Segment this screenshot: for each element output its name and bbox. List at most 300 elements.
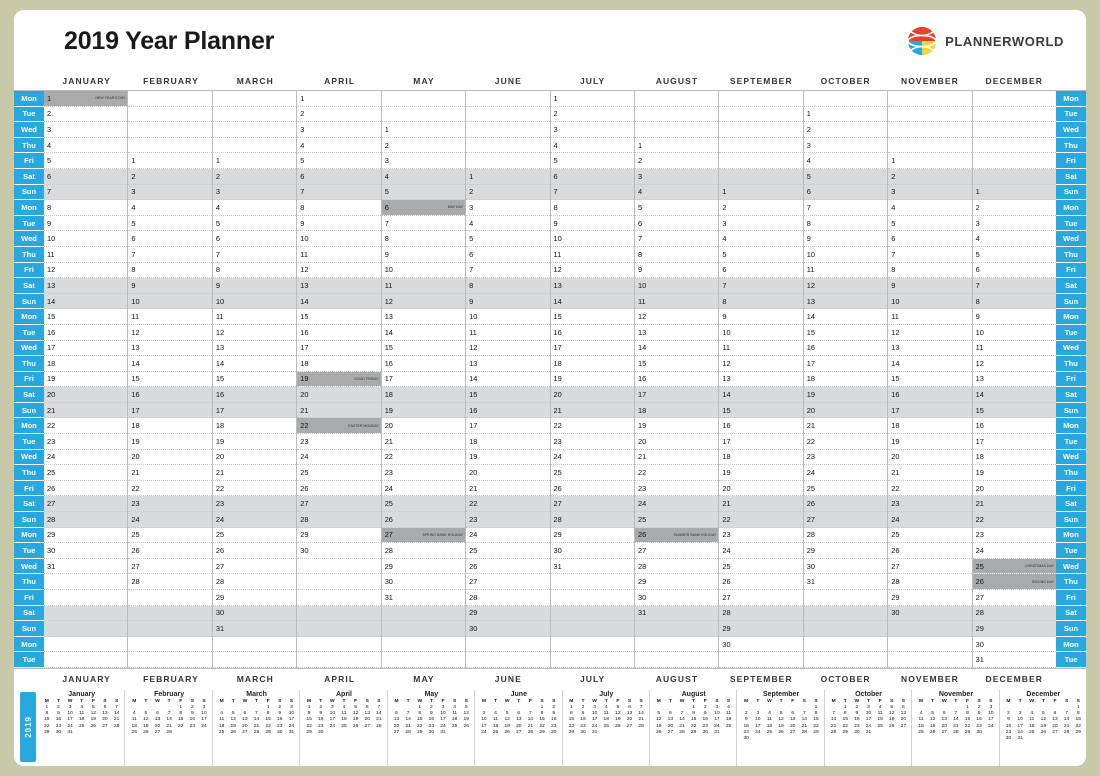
- day-cell[interactable]: [804, 122, 887, 138]
- day-cell[interactable]: [719, 372, 802, 388]
- day-cell[interactable]: [973, 294, 1056, 310]
- day-cell[interactable]: [973, 200, 1056, 216]
- day-cell[interactable]: [128, 512, 211, 528]
- day-cell[interactable]: [44, 185, 127, 201]
- day-cell[interactable]: [466, 372, 549, 388]
- day-cell[interactable]: [888, 169, 971, 185]
- day-cell[interactable]: [44, 325, 127, 341]
- day-cell[interactable]: [297, 465, 380, 481]
- day-cell[interactable]: [719, 450, 802, 466]
- day-cell[interactable]: [213, 496, 296, 512]
- day-cell[interactable]: [973, 434, 1056, 450]
- day-cell[interactable]: [888, 543, 971, 559]
- day-cell[interactable]: [635, 481, 718, 497]
- day-cell[interactable]: [44, 216, 127, 232]
- day-cell[interactable]: [466, 606, 549, 622]
- day-cell[interactable]: [382, 153, 465, 169]
- day-cell[interactable]: [213, 465, 296, 481]
- day-cell[interactable]: [128, 387, 211, 403]
- day-cell[interactable]: [804, 309, 887, 325]
- day-cell[interactable]: [128, 434, 211, 450]
- day-cell[interactable]: [973, 372, 1056, 388]
- day-cell[interactable]: [382, 574, 465, 590]
- day-cell[interactable]: [973, 231, 1056, 247]
- day-cell[interactable]: [382, 278, 465, 294]
- day-cell[interactable]: [382, 387, 465, 403]
- day-cell[interactable]: [551, 418, 634, 434]
- day-cell[interactable]: [128, 465, 211, 481]
- day-cell[interactable]: [635, 185, 718, 201]
- day-cell[interactable]: [44, 356, 127, 372]
- day-cell[interactable]: [128, 294, 211, 310]
- day-cell[interactable]: [382, 231, 465, 247]
- day-cell[interactable]: [635, 512, 718, 528]
- day-cell[interactable]: [973, 496, 1056, 512]
- day-cell[interactable]: [44, 263, 127, 279]
- day-cell[interactable]: [213, 278, 296, 294]
- day-cell[interactable]: [44, 465, 127, 481]
- day-cell[interactable]: [297, 372, 380, 388]
- day-cell[interactable]: [973, 543, 1056, 559]
- day-cell[interactable]: [213, 294, 296, 310]
- day-cell[interactable]: [213, 200, 296, 216]
- day-cell[interactable]: [635, 528, 718, 544]
- day-cell[interactable]: [44, 403, 127, 419]
- day-cell[interactable]: [466, 185, 549, 201]
- day-cell[interactable]: [551, 309, 634, 325]
- day-cell[interactable]: [551, 231, 634, 247]
- day-cell[interactable]: [551, 169, 634, 185]
- day-cell[interactable]: [973, 559, 1056, 575]
- day-cell[interactable]: [466, 325, 549, 341]
- day-cell[interactable]: [44, 372, 127, 388]
- day-cell[interactable]: [44, 200, 127, 216]
- day-cell[interactable]: [888, 465, 971, 481]
- day-cell[interactable]: [551, 216, 634, 232]
- day-cell[interactable]: [888, 341, 971, 357]
- day-cell[interactable]: [804, 216, 887, 232]
- day-cell[interactable]: [466, 169, 549, 185]
- day-cell[interactable]: [128, 263, 211, 279]
- day-cell[interactable]: [635, 231, 718, 247]
- day-cell[interactable]: [382, 450, 465, 466]
- day-cell[interactable]: [297, 107, 380, 123]
- day-cell[interactable]: [44, 543, 127, 559]
- day-cell[interactable]: [382, 169, 465, 185]
- day-cell[interactable]: [213, 263, 296, 279]
- day-cell[interactable]: [635, 403, 718, 419]
- day-cell[interactable]: [804, 434, 887, 450]
- day-cell[interactable]: [297, 543, 380, 559]
- day-cell[interactable]: [804, 450, 887, 466]
- day-cell[interactable]: [888, 528, 971, 544]
- day-cell[interactable]: [44, 434, 127, 450]
- day-cell[interactable]: [719, 528, 802, 544]
- day-cell[interactable]: [551, 153, 634, 169]
- day-cell[interactable]: [635, 496, 718, 512]
- day-cell[interactable]: [973, 590, 1056, 606]
- day-cell[interactable]: [466, 574, 549, 590]
- day-cell[interactable]: [804, 418, 887, 434]
- day-cell[interactable]: [213, 169, 296, 185]
- day-cell[interactable]: [973, 278, 1056, 294]
- day-cell[interactable]: [466, 543, 549, 559]
- day-cell[interactable]: [635, 263, 718, 279]
- day-cell[interactable]: [804, 559, 887, 575]
- day-cell[interactable]: [635, 559, 718, 575]
- day-cell[interactable]: [213, 606, 296, 622]
- day-cell[interactable]: [44, 278, 127, 294]
- day-cell[interactable]: [719, 496, 802, 512]
- day-cell[interactable]: [551, 185, 634, 201]
- day-cell[interactable]: [297, 263, 380, 279]
- day-cell[interactable]: [804, 325, 887, 341]
- day-cell[interactable]: [719, 465, 802, 481]
- day-cell[interactable]: [973, 418, 1056, 434]
- day-cell[interactable]: [128, 481, 211, 497]
- day-cell[interactable]: [635, 574, 718, 590]
- day-cell[interactable]: [551, 434, 634, 450]
- day-cell[interactable]: [719, 263, 802, 279]
- day-cell[interactable]: [466, 231, 549, 247]
- day-cell[interactable]: [551, 91, 634, 107]
- day-cell[interactable]: [213, 590, 296, 606]
- day-cell[interactable]: [635, 138, 718, 154]
- day-cell[interactable]: [888, 372, 971, 388]
- day-cell[interactable]: [297, 216, 380, 232]
- day-cell[interactable]: [635, 387, 718, 403]
- day-cell[interactable]: [466, 294, 549, 310]
- day-cell[interactable]: [719, 418, 802, 434]
- day-cell[interactable]: [382, 247, 465, 263]
- day-cell[interactable]: [297, 403, 380, 419]
- day-cell[interactable]: [804, 387, 887, 403]
- day-cell[interactable]: [635, 169, 718, 185]
- day-cell[interactable]: [804, 574, 887, 590]
- day-cell[interactable]: [466, 356, 549, 372]
- day-cell[interactable]: [973, 637, 1056, 653]
- day-cell[interactable]: [44, 387, 127, 403]
- day-cell[interactable]: [888, 481, 971, 497]
- day-cell[interactable]: [297, 309, 380, 325]
- day-cell[interactable]: [213, 216, 296, 232]
- day-cell[interactable]: [382, 465, 465, 481]
- day-cell[interactable]: [888, 216, 971, 232]
- day-cell[interactable]: [551, 559, 634, 575]
- day-cell[interactable]: [635, 294, 718, 310]
- day-cell[interactable]: [128, 559, 211, 575]
- day-cell[interactable]: [466, 590, 549, 606]
- day-cell[interactable]: [382, 122, 465, 138]
- day-cell[interactable]: [551, 528, 634, 544]
- day-cell[interactable]: [382, 418, 465, 434]
- day-cell[interactable]: [297, 434, 380, 450]
- day-cell[interactable]: [804, 341, 887, 357]
- day-cell[interactable]: [719, 231, 802, 247]
- day-cell[interactable]: [382, 372, 465, 388]
- day-cell[interactable]: [44, 496, 127, 512]
- day-cell[interactable]: [297, 231, 380, 247]
- day-cell[interactable]: [804, 169, 887, 185]
- day-cell[interactable]: [804, 107, 887, 123]
- day-cell[interactable]: [297, 496, 380, 512]
- day-cell[interactable]: [973, 263, 1056, 279]
- day-cell[interactable]: [551, 543, 634, 559]
- day-cell[interactable]: [973, 403, 1056, 419]
- day-cell[interactable]: [719, 200, 802, 216]
- day-cell[interactable]: [973, 325, 1056, 341]
- day-cell[interactable]: [888, 231, 971, 247]
- day-cell[interactable]: [888, 309, 971, 325]
- day-cell[interactable]: [297, 418, 380, 434]
- day-cell[interactable]: [804, 403, 887, 419]
- day-cell[interactable]: [719, 294, 802, 310]
- day-cell[interactable]: [888, 559, 971, 575]
- day-cell[interactable]: [888, 434, 971, 450]
- day-cell[interactable]: [804, 356, 887, 372]
- day-cell[interactable]: [44, 528, 127, 544]
- day-cell[interactable]: [297, 278, 380, 294]
- day-cell[interactable]: [973, 450, 1056, 466]
- day-cell[interactable]: [551, 294, 634, 310]
- day-cell[interactable]: [719, 185, 802, 201]
- day-cell[interactable]: [466, 434, 549, 450]
- day-cell[interactable]: [635, 450, 718, 466]
- day-cell[interactable]: [466, 528, 549, 544]
- day-cell[interactable]: [888, 325, 971, 341]
- day-cell[interactable]: [466, 481, 549, 497]
- day-cell[interactable]: [44, 418, 127, 434]
- day-cell[interactable]: [382, 138, 465, 154]
- day-cell[interactable]: [635, 372, 718, 388]
- day-cell[interactable]: [888, 294, 971, 310]
- day-cell[interactable]: [128, 278, 211, 294]
- day-cell[interactable]: [382, 263, 465, 279]
- day-cell[interactable]: [213, 512, 296, 528]
- day-cell[interactable]: [297, 481, 380, 497]
- day-cell[interactable]: [213, 325, 296, 341]
- day-cell[interactable]: [213, 574, 296, 590]
- day-cell[interactable]: [213, 309, 296, 325]
- day-cell[interactable]: [551, 356, 634, 372]
- day-cell[interactable]: [382, 434, 465, 450]
- day-cell[interactable]: [213, 543, 296, 559]
- day-cell[interactable]: [973, 606, 1056, 622]
- day-cell[interactable]: [888, 153, 971, 169]
- day-cell[interactable]: [128, 169, 211, 185]
- day-cell[interactable]: [213, 418, 296, 434]
- day-cell[interactable]: [888, 200, 971, 216]
- day-cell[interactable]: [888, 278, 971, 294]
- day-cell[interactable]: [44, 450, 127, 466]
- day-cell[interactable]: [44, 91, 127, 107]
- day-cell[interactable]: [635, 153, 718, 169]
- day-cell[interactable]: [973, 621, 1056, 637]
- day-cell[interactable]: [466, 309, 549, 325]
- day-cell[interactable]: [888, 418, 971, 434]
- day-cell[interactable]: [382, 543, 465, 559]
- day-cell[interactable]: [466, 247, 549, 263]
- day-cell[interactable]: [44, 481, 127, 497]
- day-cell[interactable]: [128, 496, 211, 512]
- day-cell[interactable]: [635, 309, 718, 325]
- day-cell[interactable]: [804, 247, 887, 263]
- day-cell[interactable]: [297, 153, 380, 169]
- day-cell[interactable]: [382, 294, 465, 310]
- day-cell[interactable]: [551, 465, 634, 481]
- day-cell[interactable]: [719, 341, 802, 357]
- day-cell[interactable]: [719, 512, 802, 528]
- day-cell[interactable]: [128, 450, 211, 466]
- day-cell[interactable]: [213, 387, 296, 403]
- day-cell[interactable]: [44, 247, 127, 263]
- day-cell[interactable]: [551, 325, 634, 341]
- day-cell[interactable]: [804, 153, 887, 169]
- day-cell[interactable]: [466, 216, 549, 232]
- day-cell[interactable]: [888, 387, 971, 403]
- day-cell[interactable]: [635, 434, 718, 450]
- day-cell[interactable]: [466, 200, 549, 216]
- day-cell[interactable]: [382, 528, 465, 544]
- day-cell[interactable]: [635, 325, 718, 341]
- day-cell[interactable]: [213, 356, 296, 372]
- day-cell[interactable]: [213, 559, 296, 575]
- day-cell[interactable]: [804, 185, 887, 201]
- day-cell[interactable]: [297, 91, 380, 107]
- day-cell[interactable]: [213, 450, 296, 466]
- day-cell[interactable]: [128, 403, 211, 419]
- day-cell[interactable]: [213, 341, 296, 357]
- day-cell[interactable]: [888, 496, 971, 512]
- day-cell[interactable]: [719, 387, 802, 403]
- day-cell[interactable]: [551, 200, 634, 216]
- day-cell[interactable]: [44, 153, 127, 169]
- day-cell[interactable]: [466, 465, 549, 481]
- day-cell[interactable]: [382, 403, 465, 419]
- day-cell[interactable]: [297, 528, 380, 544]
- day-cell[interactable]: [551, 387, 634, 403]
- day-cell[interactable]: [973, 481, 1056, 497]
- day-cell[interactable]: [213, 247, 296, 263]
- day-cell[interactable]: [551, 107, 634, 123]
- day-cell[interactable]: [297, 138, 380, 154]
- day-cell[interactable]: [382, 559, 465, 575]
- day-cell[interactable]: [804, 543, 887, 559]
- day-cell[interactable]: [382, 590, 465, 606]
- day-cell[interactable]: [551, 372, 634, 388]
- day-cell[interactable]: [382, 309, 465, 325]
- day-cell[interactable]: [466, 403, 549, 419]
- day-cell[interactable]: [804, 138, 887, 154]
- day-cell[interactable]: [44, 122, 127, 138]
- day-cell[interactable]: [804, 200, 887, 216]
- day-cell[interactable]: [382, 185, 465, 201]
- day-cell[interactable]: [213, 403, 296, 419]
- day-cell[interactable]: [213, 231, 296, 247]
- day-cell[interactable]: [973, 387, 1056, 403]
- day-cell[interactable]: [551, 138, 634, 154]
- day-cell[interactable]: [719, 278, 802, 294]
- day-cell[interactable]: [551, 247, 634, 263]
- day-cell[interactable]: [213, 153, 296, 169]
- day-cell[interactable]: [297, 387, 380, 403]
- day-cell[interactable]: [382, 512, 465, 528]
- day-cell[interactable]: [719, 216, 802, 232]
- day-cell[interactable]: [466, 621, 549, 637]
- day-cell[interactable]: [44, 138, 127, 154]
- day-cell[interactable]: [382, 356, 465, 372]
- day-cell[interactable]: [635, 216, 718, 232]
- day-cell[interactable]: [635, 356, 718, 372]
- day-cell[interactable]: [297, 200, 380, 216]
- day-cell[interactable]: [551, 496, 634, 512]
- day-cell[interactable]: [973, 309, 1056, 325]
- day-cell[interactable]: [213, 481, 296, 497]
- day-cell[interactable]: [213, 528, 296, 544]
- day-cell[interactable]: [466, 512, 549, 528]
- day-cell[interactable]: [128, 325, 211, 341]
- day-cell[interactable]: [888, 403, 971, 419]
- day-cell[interactable]: [804, 231, 887, 247]
- day-cell[interactable]: [973, 574, 1056, 590]
- day-cell[interactable]: [973, 185, 1056, 201]
- day-cell[interactable]: [635, 418, 718, 434]
- day-cell[interactable]: [44, 107, 127, 123]
- day-cell[interactable]: [297, 341, 380, 357]
- day-cell[interactable]: [382, 200, 465, 216]
- day-cell[interactable]: [128, 341, 211, 357]
- day-cell[interactable]: [719, 434, 802, 450]
- day-cell[interactable]: [719, 559, 802, 575]
- day-cell[interactable]: [719, 590, 802, 606]
- day-cell[interactable]: [128, 216, 211, 232]
- day-cell[interactable]: [804, 512, 887, 528]
- day-cell[interactable]: [128, 185, 211, 201]
- day-cell[interactable]: [635, 590, 718, 606]
- day-cell[interactable]: [973, 512, 1056, 528]
- day-cell[interactable]: [719, 247, 802, 263]
- day-cell[interactable]: [719, 621, 802, 637]
- day-cell[interactable]: [804, 528, 887, 544]
- day-cell[interactable]: [719, 325, 802, 341]
- day-cell[interactable]: [382, 325, 465, 341]
- day-cell[interactable]: [973, 247, 1056, 263]
- day-cell[interactable]: [297, 247, 380, 263]
- day-cell[interactable]: [297, 356, 380, 372]
- day-cell[interactable]: [973, 216, 1056, 232]
- day-cell[interactable]: [297, 185, 380, 201]
- day-cell[interactable]: [128, 200, 211, 216]
- day-cell[interactable]: [973, 341, 1056, 357]
- day-cell[interactable]: [719, 606, 802, 622]
- day-cell[interactable]: [128, 528, 211, 544]
- day-cell[interactable]: [382, 341, 465, 357]
- day-cell[interactable]: [719, 403, 802, 419]
- day-cell[interactable]: [44, 341, 127, 357]
- day-cell[interactable]: [719, 574, 802, 590]
- day-cell[interactable]: [44, 309, 127, 325]
- day-cell[interactable]: [382, 216, 465, 232]
- day-cell[interactable]: [635, 543, 718, 559]
- day-cell[interactable]: [635, 465, 718, 481]
- day-cell[interactable]: [128, 543, 211, 559]
- day-cell[interactable]: [466, 341, 549, 357]
- day-cell[interactable]: [466, 263, 549, 279]
- day-cell[interactable]: [128, 231, 211, 247]
- day-cell[interactable]: [382, 481, 465, 497]
- day-cell[interactable]: [888, 247, 971, 263]
- day-cell[interactable]: [466, 278, 549, 294]
